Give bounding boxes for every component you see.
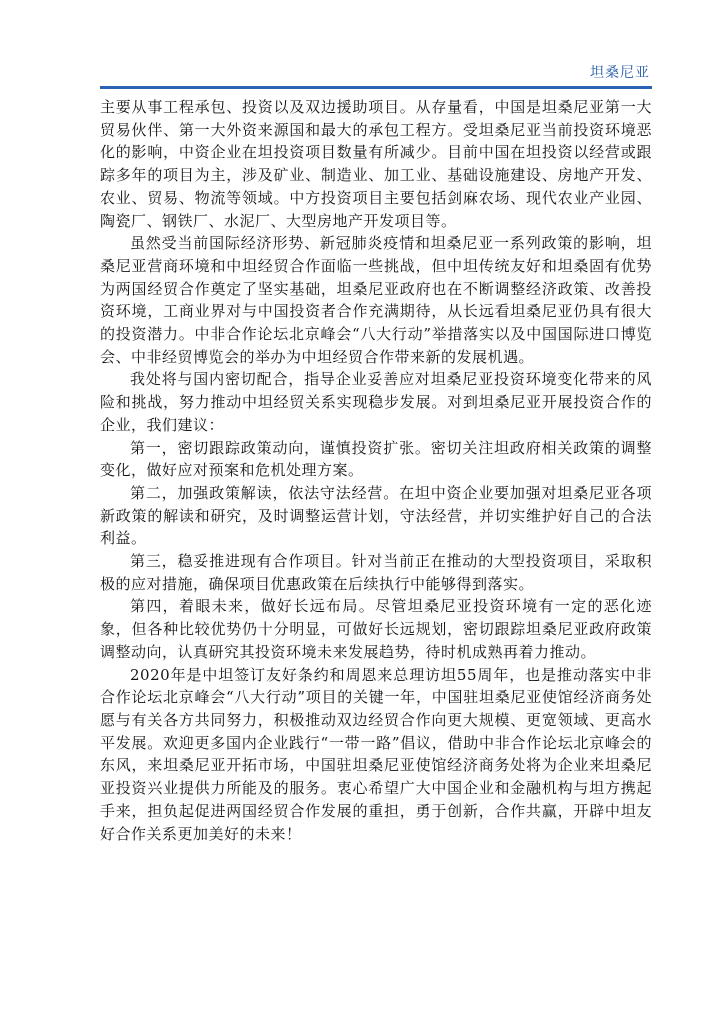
paragraph-suggestion-4: 第四，着眼未来，做好长远布局。尽管坦桑尼亚投资环境有一定的恶化迹象，但各种比较优势仍十分明显，可做好长远规划，密切跟踪坦桑尼亚政府政策调整动向，认真研究其投资环境未来发展趋势，待时机成熟再着力推动。 <box>100 597 652 661</box>
paragraph-intro-suggestions: 我处将与国内密切配合，指导企业妥善应对坦桑尼亚投资环境变化带来的风险和挑战，努力推动中坦经贸关系实现稳步发展。对到坦桑尼亚开展投资合作的企业，我们建议： <box>100 370 652 434</box>
document-body <box>100 96 652 845</box>
header-title: 坦桑尼亚 <box>590 65 650 81</box>
header-divider <box>100 86 652 89</box>
paragraph-suggestion-3: 第三，稳妥推进现有合作项目。针对当前正在推动的大型投资项目，采取积极的应对措施，确保项目优惠政策在后续执行中能够得到落实。 <box>100 552 652 593</box>
paragraph-outlook: 虽然受当前国际经济形势、新冠肺炎疫情和坦桑尼亚一系列政策的影响，坦桑尼亚营商环境和中坦经贸合作面临一些挑战，但中坦传统友好和坦桑固有优势为两国经贸合作奠定了坚实基础，坦桑尼亚政府也在不断调整经济政策、改善投资环境，工商业界对与中国投资者合作充满期待，从长远看坦桑尼亚仍具有很大的投资潜力。中非合作论坛北京峰会“八大行动”举措落实以及中国国际进口博览会、中非经贸博览会的举办为中坦经贸合作带来新的发展机遇。 <box>100 234 652 366</box>
paragraph-suggestion-2: 第二，加强政策解读，依法守法经营。在坦中资企业要加强对坦桑尼亚各项新政策的解读和研究，及时调整运营计划，守法经营，并切实维护好自己的合法利益。 <box>100 483 652 548</box>
paragraph-suggestion-1: 第一，密切跟踪政策动向，谨慎投资扩张。密切关注坦政府相关政策的调整变化，做好应对预案和危机处理方案。 <box>100 438 652 480</box>
page-header <box>100 60 652 90</box>
paragraph-continued: 主要从事工程承包、投资以及双边援助项目。从存量看，中国是坦桑尼亚第一大贸易伙伴、第一大外资来源国和最大的承包工程方。受坦桑尼亚当前投资环境恶化的影响，中资企业在坦投资项目数量有所减少。目前中国在坦投资以经营或跟踪多年的项目为主，涉及矿业、制造业、加工业、基础设施建设、房地产开发、农业、贸易、物流等领域。中方投资项目主要包括剑麻农场、现代农业产业园、陶瓷厂、钢铁厂、水泥厂、大型房地产开发项目等。 <box>100 98 652 230</box>
paragraph-closing: 2020年是中坦签订友好条约和周恩来总理访坦55周年，也是推动落实中非合作论坛北京峰会“八大行动”项目的关键一年，中国驻坦桑尼亚使馆经济商务处愿与有关各方共同努力，积极推动双边经贸合作向更大规模、更宽领域、更高水平发展。欢迎更多国内企业践行“一带一路”倡议，借助中非合作论坛北京峰会的东风，来坦桑尼亚开拓市场，中国驻坦桑尼亚使馆经济商务处将为企业来坦桑尼亚投资兴业提供力所能及的服务。衷心希望广大中国企业和金融机构与坦方携起手来，担负起促进两国经贸合作发展的重担，勇于创新，合作共赢，开辟中坦友好合作关系更加美好的未来！ <box>100 665 652 843</box>
